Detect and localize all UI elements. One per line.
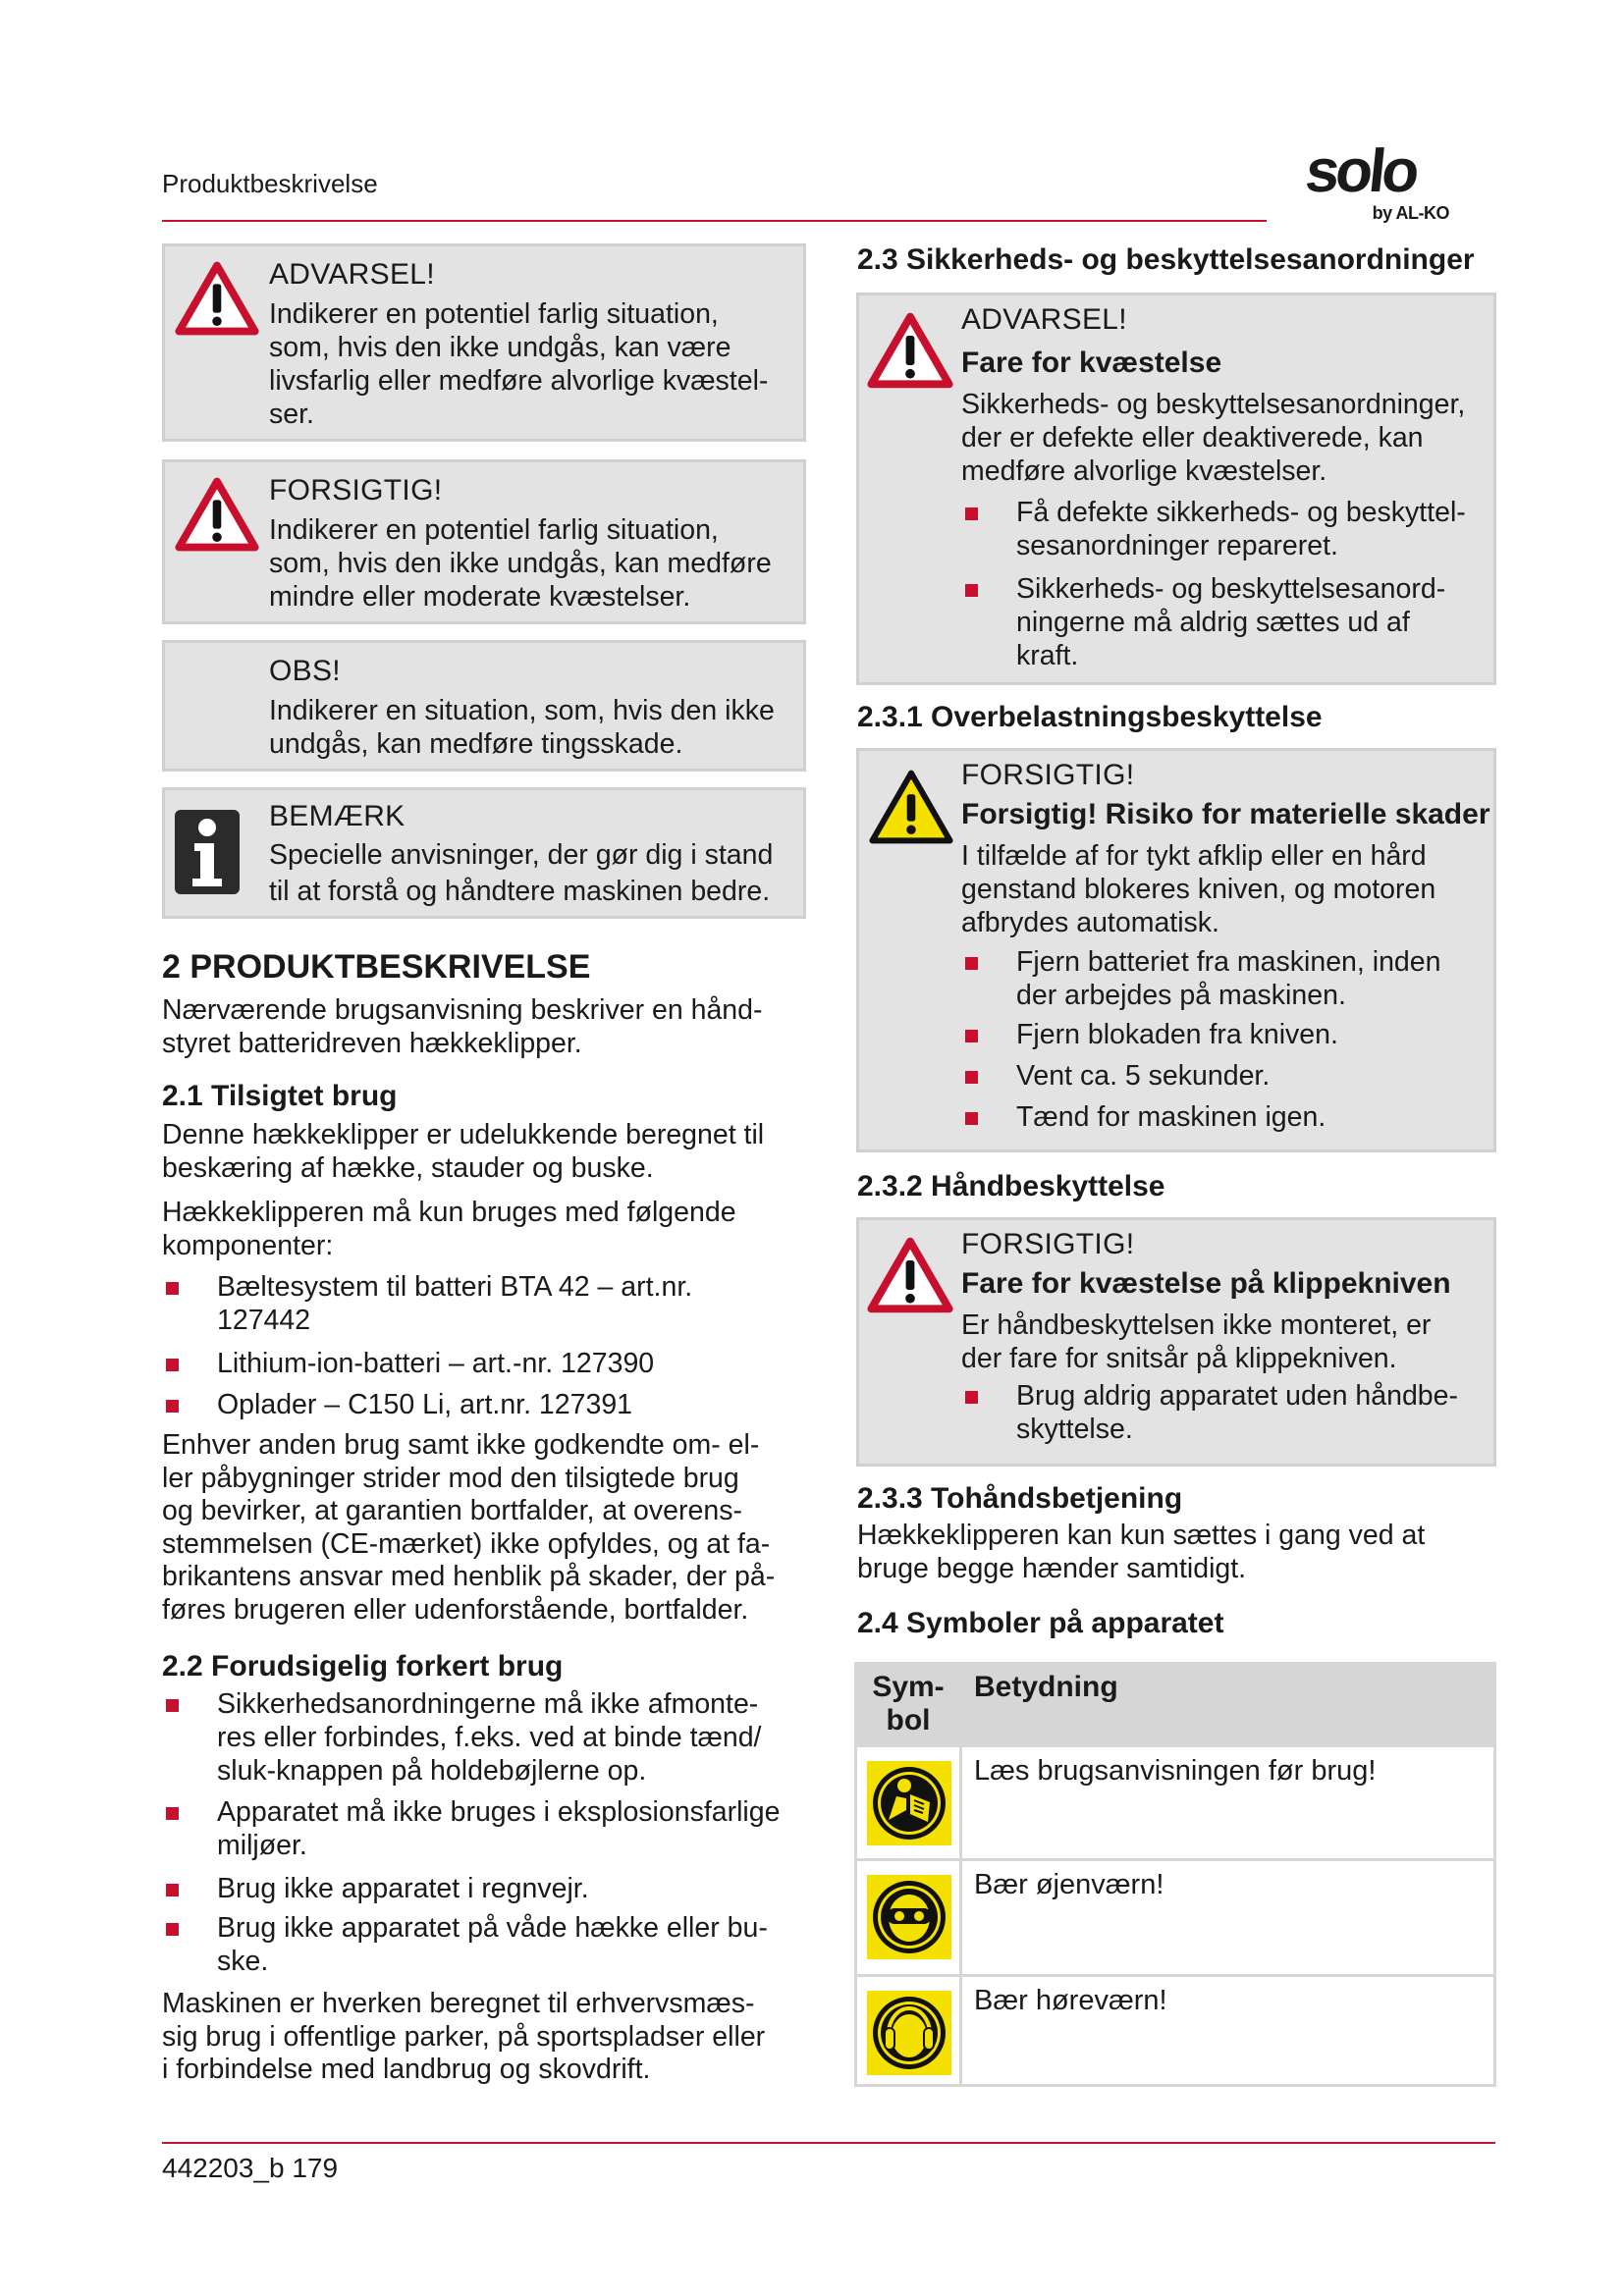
paragraph-line: beskæring af hække, stauder og buske. [162, 1151, 654, 1184]
caution-line: mindre eller moderate kvæstelser. [269, 581, 691, 613]
list-item: Fjern blokaden fra kniven. [961, 1018, 1491, 1051]
caution-title: FORSIGTIG! [961, 759, 1135, 791]
warning-triangle-icon [175, 476, 259, 553]
column-header-symbol: Sym- bol [856, 1664, 961, 1746]
paragraph-line: ler påbygninger strider mod den tilsigtede brug [162, 1462, 739, 1494]
footer-rule [162, 2142, 1495, 2144]
note-title: BEMÆRK [269, 800, 406, 832]
paragraph-line: Nærværende brugsanvisning beskriver en hånd- [162, 994, 763, 1026]
paragraph-line: Hækkeklipperen må kun bruges med følgende [162, 1197, 736, 1228]
caution-subtitle: Forsigtig! Risiko for materielle skader [961, 798, 1490, 830]
caution-line: Indikerer en potentiel farlig situation, [269, 514, 719, 546]
symbol-meaning: Bær høreværn! [961, 1976, 1495, 2086]
caution-line: I tilfælde af for tykt afklip eller en hård [961, 840, 1427, 872]
eye-protection-icon [867, 1875, 951, 1959]
paragraph-line: Denne hækkeklipper er udelukkende beregnet til [162, 1119, 765, 1150]
warning-line: medføre alvorlige kvæstelser. [961, 455, 1327, 487]
table-header-row [856, 1664, 1495, 1746]
caution-line: der fare for snitsår på klippekniven. [961, 1343, 1397, 1374]
list-item: Få defekte sikkerheds- og beskyttel- sesanordninger repareret. [961, 496, 1491, 562]
ear-protection-icon [867, 1991, 951, 2075]
running-header: Produktbeskrivelse [162, 169, 378, 198]
footer-page-ref: 442203_b 179 [162, 2153, 339, 2183]
logo-subtext: by AL-KO [1372, 203, 1449, 223]
obs-title: OBS! [269, 655, 341, 687]
caution-title: FORSIGTIG! [961, 1228, 1135, 1260]
read-manual-icon [867, 1761, 951, 1845]
warning-line: der er defekte eller deaktiverede, kan [961, 422, 1424, 454]
paragraph-line: Maskinen er hverken beregnet til erhvervsmæs- [162, 1988, 755, 2019]
obs-box [162, 640, 806, 772]
subsection-heading: 2.3 Sikkerheds- og beskyttelsesanordninger [857, 243, 1475, 276]
note-line: til at forstå og håndtere maskinen bedre. [269, 876, 771, 907]
list-item: Fjern batteriet fra maskinen, inden der arbejdes på maskinen. [961, 945, 1491, 1012]
subsection-heading: 2.3.3 Tohåndsbetjening [857, 1482, 1183, 1515]
section-2 [162, 948, 810, 2087]
subsection-heading: 2.4 Symboler på apparatet [857, 1607, 1224, 1639]
caution-box [856, 1217, 1496, 1467]
list-item: Sikkerheds- og beskyttelsesanord- ningerne må aldrig sættes ud af kraft. [961, 572, 1491, 672]
caution-line: genstand blokeres kniven, og motoren [961, 874, 1436, 905]
list-item: Bæltesystem til batteri BTA 42 – art.nr. 127442 [162, 1270, 810, 1337]
paragraph-line: bruge begge hænder samtidigt. [857, 1552, 1247, 1584]
warning-box [162, 243, 806, 442]
list-item: Apparatet må ikke bruges i eksplosionsfarlige miljøer. [162, 1795, 810, 1862]
logo-wordmark: solo [1302, 137, 1420, 205]
subsection-heading: 2.2 Forudsigelig forkert brug [162, 1650, 564, 1682]
caution-title: FORSIGTIG! [269, 474, 443, 507]
caution-box [856, 748, 1496, 1152]
obs-line: Indikerer en situation, som, hvis den ikke [269, 695, 775, 726]
obs-line: undgås, kan medføre tingsskade. [269, 728, 683, 760]
symbols-table [854, 1662, 1496, 2087]
paragraph-line: brikantens ansvar med henblik på skader, der på- [162, 1561, 776, 1592]
subsection-heading: 2.3.1 Overbelastningsbeskyttelse [857, 701, 1323, 733]
caution-line: som, hvis den ikke undgås, kan medføre [269, 548, 772, 579]
symbol-meaning: Bær øjenværn! [961, 1860, 1495, 1976]
warning-line: som, hvis den ikke undgås, kan være [269, 332, 731, 363]
paragraph-line: styret batteridreven hækkeklipper. [162, 1027, 582, 1059]
warning-title: ADVARSEL! [269, 258, 435, 291]
list-item: Sikkerhedsanordningerne må ikke afmonte- res eller forbindes, f.eks. ved at binde tænd/ sluk-knappen på holdebøjlerne op. [162, 1687, 810, 1788]
warning-line: Indikerer en potentiel farlig situation, [269, 298, 719, 330]
caution-line: Er håndbeskyttelsen ikke monteret, er [961, 1309, 1432, 1341]
list-item: Brug ikke apparatet på våde hække eller bu- ske. [162, 1911, 810, 1978]
list-item: Lithium-ion-batteri – art.-nr. 127390 [162, 1347, 810, 1380]
list-item: Vent ca. 5 sekunder. [961, 1059, 1491, 1093]
warning-title: ADVARSEL! [961, 303, 1127, 336]
list-item: Tænd for maskinen igen. [961, 1100, 1491, 1134]
paragraph-line: føres brugeren eller udenforstående, bortfalder. [162, 1593, 749, 1626]
caution-box [162, 459, 806, 624]
paragraph-line: sig brug i offentlige parker, på sportspladser eller [162, 2020, 766, 2053]
table-row [856, 1860, 1495, 1976]
warning-box [856, 293, 1496, 685]
paragraph-line: komponenter: [162, 1229, 334, 1261]
table-row [856, 1746, 1495, 1860]
warning-triangle-icon [867, 1236, 953, 1314]
paragraph-line: og bevirker, at garantien bortfalder, at overens- [162, 1495, 742, 1526]
subsection-tohand [857, 1482, 1495, 1640]
info-icon [175, 810, 240, 894]
brand-logo [1302, 137, 1463, 227]
table-row [856, 1976, 1495, 2086]
list-item: Brug ikke apparatet i regnvejr. [162, 1872, 810, 1905]
caution-line: afbrydes automatisk. [961, 907, 1219, 938]
note-line: Specielle anvisninger, der gør dig i stand [269, 839, 774, 871]
caution-subtitle: Fare for kvæstelse på klippekniven [961, 1267, 1451, 1300]
paragraph-line: Enhver anden brug samt ikke godkendte om- el- [162, 1429, 760, 1461]
warning-subtitle: Fare for kvæstelse [961, 347, 1222, 379]
section-heading: 2 PRODUKTBESKRIVELSE [162, 948, 591, 986]
subsection-heading: 2.1 Tilsigtet brug [162, 1080, 398, 1112]
column-header-meaning: Betydning [961, 1664, 1495, 1746]
header-rule [162, 220, 1267, 222]
warning-triangle-icon [175, 260, 259, 337]
warning-line: Sikkerheds- og beskyttelsesanordninger, [961, 389, 1466, 420]
paragraph-line: i forbindelse med landbrug og skovdrift. [162, 2054, 651, 2085]
list-item: Brug aldrig apparatet uden håndbe- skyttelse. [961, 1379, 1491, 1446]
list-item: Oplader – C150 Li, art.nr. 127391 [162, 1388, 810, 1421]
paragraph-line: Hækkeklipperen kan kun sættes i gang ved at [857, 1520, 1426, 1551]
paragraph-line: stemmelsen (CE-mærket) ikke opfyldes, og at fa- [162, 1527, 771, 1560]
warning-line: ser. [269, 399, 314, 430]
warning-triangle-icon [867, 311, 953, 390]
subsection-heading: 2.3.2 Håndbeskyttelse [857, 1170, 1165, 1202]
note-box [162, 787, 806, 919]
warning-line: livsfarlig eller medføre alvorlige kvæstel- [269, 365, 769, 397]
caution-triangle-icon [869, 769, 953, 845]
symbol-meaning: Læs brugsanvisningen før brug! [961, 1746, 1495, 1860]
